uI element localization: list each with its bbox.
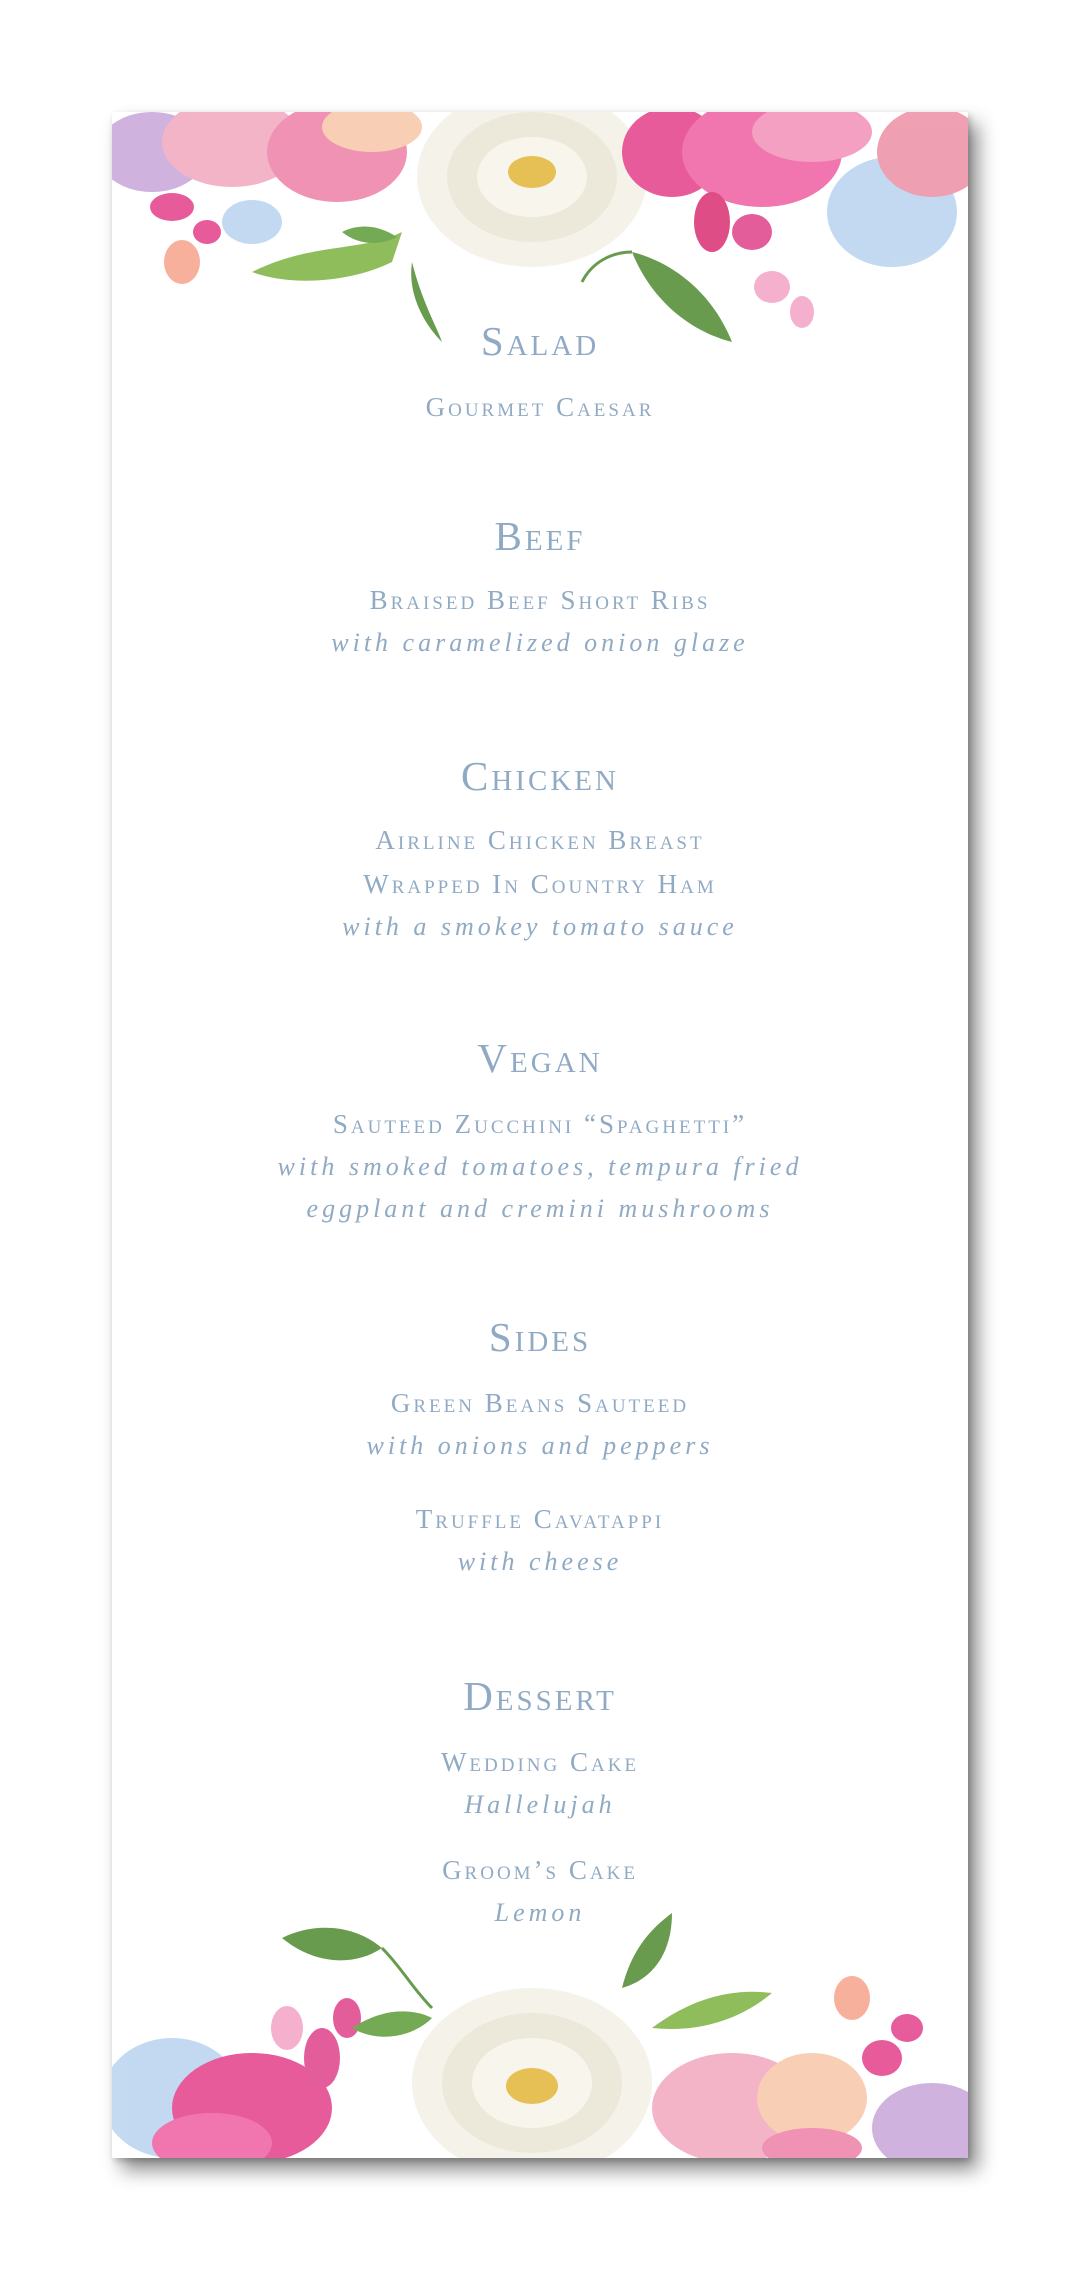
menu-card: [112, 112, 968, 2158]
dish-name: Gourmet Caesar: [425, 392, 655, 422]
floral-border-bottom: [112, 1908, 968, 2158]
section-heading: Chicken: [461, 753, 619, 799]
dish-description: with cheese: [457, 1547, 623, 1576]
dish-name: Groom’s Cake: [442, 1855, 638, 1885]
dish-description: with smoked tomatoes, tempura fried: [277, 1152, 803, 1181]
dish-name: Airline Chicken Breast: [375, 825, 705, 855]
dish-description: Lemon: [494, 1898, 586, 1927]
section-heading: Sides: [488, 1314, 592, 1360]
section-salad: [112, 317, 968, 429]
dish-description: with onions and peppers: [366, 1431, 714, 1460]
dish-name: Sauteed Zucchini “Spaghetti”: [332, 1109, 748, 1139]
section-chicken: [112, 752, 968, 948]
section-heading: Beef: [494, 513, 586, 559]
section-heading: Vegan: [477, 1035, 603, 1081]
dish-name: Wrapped In Country Ham: [363, 869, 717, 899]
floral-border-top: [112, 112, 968, 352]
dish-description: with caramelized onion glaze: [331, 628, 749, 657]
dish-description: Hallelujah: [464, 1790, 616, 1819]
dish-description: eggplant and cremini mushrooms: [306, 1194, 774, 1223]
section-heading: Salad: [480, 318, 600, 364]
dish-name: Truffle Cavatappi: [415, 1504, 665, 1534]
section-vegan: [112, 1034, 968, 1230]
dish-description: with a smokey tomato sauce: [342, 912, 738, 941]
dish-name: Wedding Cake: [440, 1747, 640, 1777]
section-heading: Dessert: [463, 1673, 617, 1719]
dish-name: Green Beans Sauteed: [390, 1388, 690, 1418]
section-beef: [112, 512, 968, 664]
dish-name: Braised Beef Short Ribs: [369, 585, 711, 615]
section-sides: [112, 1313, 968, 1583]
section-dessert: [112, 1672, 968, 1934]
